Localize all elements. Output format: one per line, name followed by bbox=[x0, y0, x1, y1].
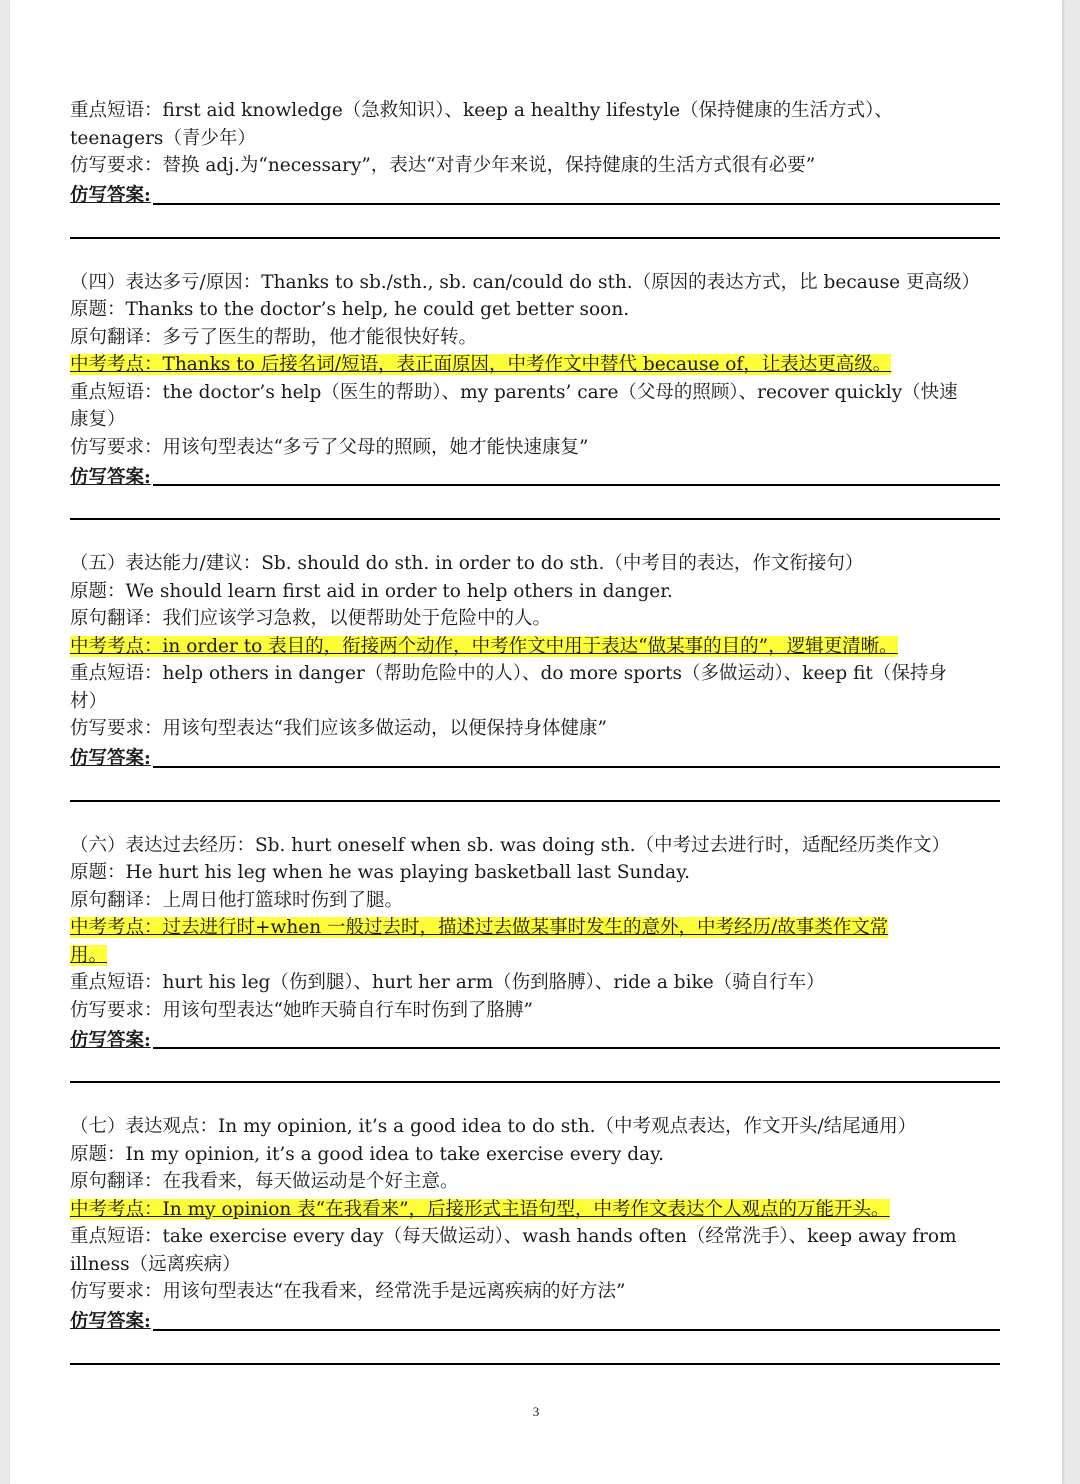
phrases-line: 重点短语：help others in danger（帮助危险中的人）、do more sports（多做运动）、keep fit（保持身 bbox=[70, 663, 947, 684]
phrases-line-2: 康复） bbox=[70, 409, 126, 430]
phrases-prefix: 重点短语： bbox=[70, 100, 163, 121]
key-point bbox=[70, 1196, 1000, 1224]
translation: 原句翻译：我们应该学习急救，以便帮助处于危险中的人。 bbox=[70, 608, 552, 629]
phrases-line: 重点短语：take exercise every day（每天做运动）、wash hands often（经常洗手）、keep away from bbox=[70, 1226, 957, 1247]
answer-row bbox=[70, 180, 1000, 210]
translation: 原句翻译：在我看来，每天做运动是个好主意。 bbox=[70, 1171, 459, 1192]
original-sentence: 原题：Thanks to the doctor’s help, he could get better soon. bbox=[70, 299, 630, 320]
answer-line[interactable] bbox=[153, 1047, 1000, 1049]
section-heading: （四）表达多亏/原因：Thanks to sb./sth., sb. can/could do sth.（原因的表达方式，比 because 更高级） bbox=[70, 271, 980, 293]
requirement-line: 仿写要求：替换 adj.为“necessary”，表达“对青少年来说，保持健康的生活方式很有必要” bbox=[70, 155, 816, 176]
key-point bbox=[70, 914, 1000, 942]
document-page bbox=[10, 0, 1062, 1484]
answer-line-2[interactable] bbox=[70, 800, 1000, 802]
phrases-line: 重点短语：the doctor’s help（医生的帮助）、my parents’ care（父母的照顾）、recover quickly（快速 bbox=[70, 381, 958, 403]
original-sentence: 原题：In my opinion, it’s a good idea to take exercise every day. bbox=[70, 1143, 664, 1165]
requirement-line: 仿写要求：用该句型表达“在我看来，经常洗手是远离疾病的好方法” bbox=[70, 1281, 626, 1302]
key-point-highlight: 中考考点：Thanks to 后接名词/短语，表正面原因，中考作文中替代 because of，让表达更高级。 bbox=[70, 354, 892, 375]
answer-line[interactable] bbox=[153, 484, 1000, 486]
key-point-cont bbox=[70, 942, 1000, 970]
section-heading: （五）表达能力/建议：Sb. should do sth. in order to do sth.（中考目的表达，作文衔接句） bbox=[70, 553, 864, 574]
answer-line-2[interactable] bbox=[70, 237, 1000, 239]
page-number: 3 bbox=[532, 1404, 540, 1419]
section-7 bbox=[70, 1113, 1000, 1365]
answer-line[interactable] bbox=[153, 203, 1000, 205]
original-sentence: 原题：We should learn first aid in order to help others in danger. bbox=[70, 580, 673, 602]
key-point-highlight: 中考考点：过去进行时+when 一般过去时，描述过去做某事时发生的意外，中考经历/故事类作文常 bbox=[70, 917, 889, 938]
answer-line-2[interactable] bbox=[70, 1363, 1000, 1365]
key-point-highlight: 中考考点：in order to 表目的，衔接两个动作，中考作文中用于表达“做某事的目的”，逻辑更清晰。 bbox=[70, 635, 898, 657]
key-point bbox=[70, 633, 1000, 661]
key-point-highlight-cont: 用。 bbox=[70, 944, 108, 966]
answer-row bbox=[70, 1024, 1000, 1054]
answer-row bbox=[70, 1306, 1000, 1336]
answer-line[interactable] bbox=[153, 766, 1000, 768]
answer-row bbox=[70, 461, 1000, 491]
phrases-line: 重点短语：hurt his leg（伤到腿）、hurt her arm（伤到胳膊）、ride a bike（骑自行车） bbox=[70, 972, 825, 993]
section-5 bbox=[70, 550, 1000, 802]
original-sentence: 原题：He hurt his leg when he was playing basketball last Sunday. bbox=[70, 862, 691, 883]
answer-line-2[interactable] bbox=[70, 518, 1000, 520]
translation: 原句翻译：上周日他打篮球时伤到了腿。 bbox=[70, 889, 404, 911]
answer-label: 仿写答案: bbox=[70, 1029, 151, 1051]
phrases-line bbox=[70, 97, 1000, 125]
answer-label: 仿写答案: bbox=[70, 748, 151, 769]
page-content bbox=[70, 97, 1000, 1365]
phrases-line-2: teenagers（青少年） bbox=[70, 127, 256, 149]
phrases-line-2: 材） bbox=[70, 690, 108, 712]
phrases-line-2: illness（远离疾病） bbox=[70, 1253, 241, 1275]
translation: 原句翻译：多亏了医生的帮助，他才能很快好转。 bbox=[70, 326, 478, 348]
answer-label: 仿写答案: bbox=[70, 466, 151, 488]
requirement-line: 仿写要求：用该句型表达“她昨天骑自行车时伤到了胳膊” bbox=[70, 999, 533, 1021]
answer-line[interactable] bbox=[153, 1329, 1000, 1331]
answer-label: 仿写答案: bbox=[70, 185, 151, 206]
top-block bbox=[70, 97, 1000, 239]
requirement-line: 仿写要求：用该句型表达“多亏了父母的照顾，她才能快速康复” bbox=[70, 436, 589, 458]
key-point bbox=[70, 351, 1000, 379]
section-heading: （六）表达过去经历：Sb. hurt oneself when sb. was doing sth.（中考过去进行时，适配经历类作文） bbox=[70, 834, 950, 856]
key-point-highlight: 中考考点：In my opinion 表“在我看来”，后接形式主语句型，中考作文表达个人观点的万能开头。 bbox=[70, 1198, 890, 1220]
answer-line-2[interactable] bbox=[70, 1081, 1000, 1083]
phrases-text: first aid knowledge（急救知识）、keep a healthy lifestyle（保持健康的生活方式）、 bbox=[162, 100, 893, 121]
section-4 bbox=[70, 269, 1000, 521]
section-6 bbox=[70, 832, 1000, 1084]
requirement-line: 仿写要求：用该句型表达“我们应该多做运动，以便保持身体健康” bbox=[70, 718, 607, 739]
section-heading: （七）表达观点：In my opinion, it’s a good idea to do sth.（中考观点表达，作文开头/结尾通用） bbox=[70, 1116, 917, 1137]
answer-label: 仿写答案: bbox=[70, 1311, 151, 1332]
answer-row bbox=[70, 743, 1000, 773]
